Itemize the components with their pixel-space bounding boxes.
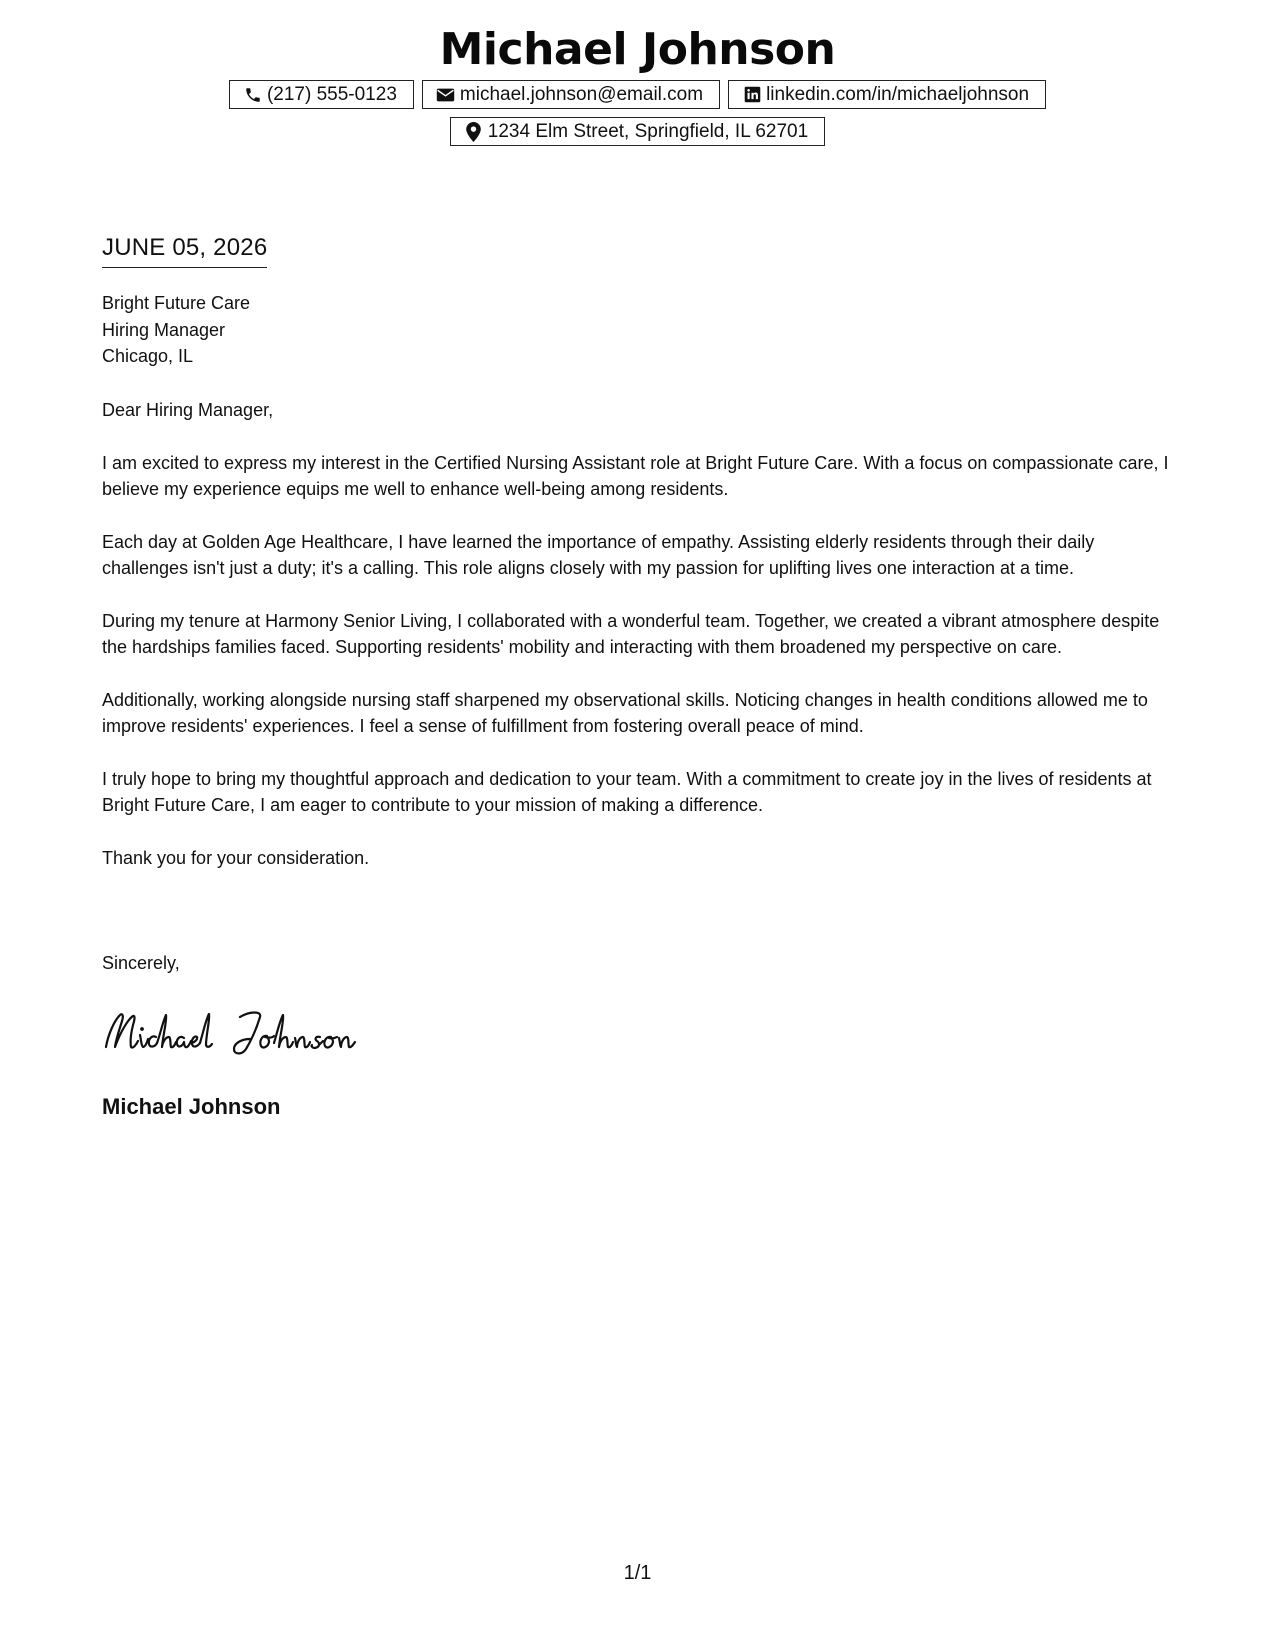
body-paragraph: I truly hope to bring my thoughtful approach and dedication to your team. With a commitment to create joy in the lives of residents at Bright Future Care, I am eager to contribute to your mission of making a difference. [102,768,1152,815]
closing: Sincerely, [102,953,180,973]
signed-name: Michael Johnson [102,1094,281,1119]
contact-email [422,80,720,109]
letter-date: JUNE 05, 2026 [102,232,267,268]
header-name: Michael Johnson [439,24,836,75]
contact-row [0,80,1275,109]
body-paragraph: I am excited to express my interest in the Certified Nursing Assistant role at Bright Future Care. With a focus on compassionate care, I believe my experience equips me well to enhance well-being among residents. [102,452,1169,499]
map-pin-icon [464,122,484,142]
envelope-icon [436,85,456,105]
phone-icon [243,85,263,105]
letter-body [102,397,1182,897]
contact-phone [229,80,414,109]
salutation: Dear Hiring Manager, [102,400,274,420]
page-number: 1/1 [623,1562,652,1584]
recipient-company: Bright Future Care [102,293,251,313]
body-paragraph: Each day at Golden Age Healthcare, I have learned the importance of empathy. Assisting elderly residents through their daily challenges isn't just a duty; it's a calling. This role aligns closely with my passion for uplifting lives one interaction at a time. [102,531,1095,578]
contact-linkedin-text: linkedin.com/in/michaeljohnson [766,83,1030,105]
contact-linkedin [728,80,1046,109]
recipient-title: Hiring Manager [102,319,226,340]
contact-email-text: michael.johnson@email.com [459,83,704,105]
recipient-location: Chicago, IL [102,346,194,366]
linkedin-icon [742,85,762,105]
contact-address [450,117,825,146]
body-paragraph: Thank you for your consideration. [102,847,370,868]
body-paragraph: During my tenure at Harmony Senior Living, I collaborated with a wonderful team. Together, we created a vibrant atmosphere despite the hardships families faced. Supporting residents' mobility and interacting with them broadened my perspective on care. [102,610,1160,657]
signature-image [100,1005,360,1057]
contact-row-address [0,117,1275,146]
recipient-block [102,290,250,370]
body-paragraph: Additionally, working alongside nursing staff sharpened my observational skills. Noticing changes in health conditions allowed me to improve residents' experiences. I feel a sense of fulfillment from fostering overall peace of mind. [102,689,1148,736]
contact-address-text: 1234 Elm Street, Springfield, IL 62701 [487,120,809,142]
contact-phone-text: (217) 555-0123 [266,83,397,105]
